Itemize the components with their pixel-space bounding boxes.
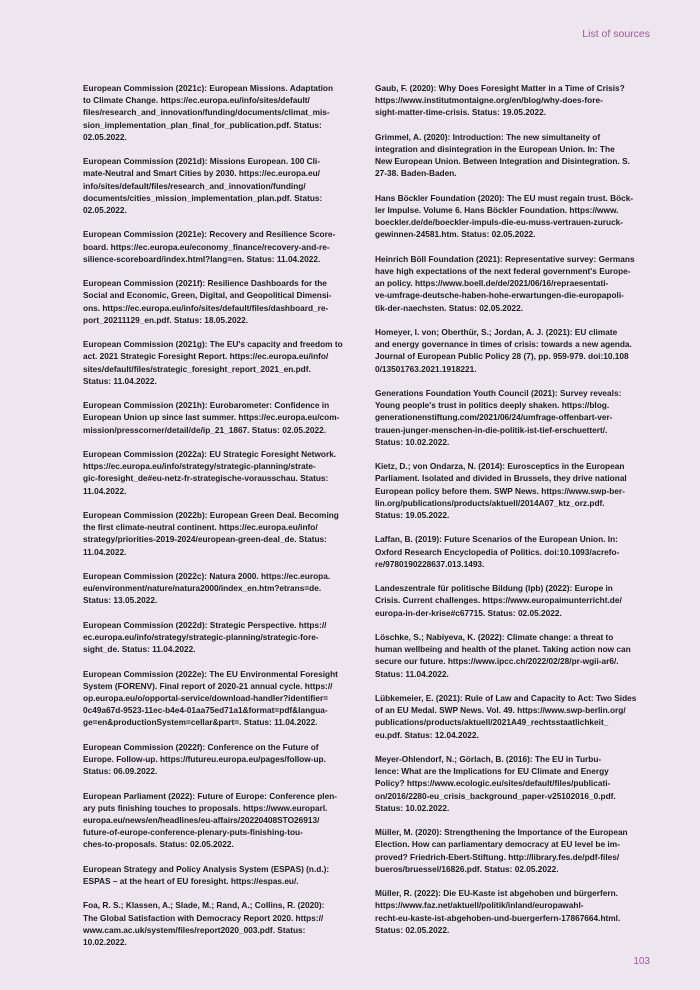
reference-entry: European Commission (2021d): Missions European. 100 Cli- mate-Neutral and Smart Cities by 2030. https://ec.europa.eu/ info/sites/default/files/research_and_innovation/funding/ documents/cities_mission_implementation_plan.pdf. Status: 02.05.2022. [83, 156, 323, 216]
reference-entry: European Commission (2022c): Natura 2000. https://ec.europa. eu/environment/nature/natura2000/index_en.htm?etrans=de. Status: 13.05.2022. [83, 571, 331, 606]
reference-entry: European Commission (2022e): The EU Environmental Foresight System (FORENV). Final report of 2020-21 annual cycle. https:// op.europa.eu/o/opportal-service/download-handler?identifier= 0c49a67d-9523-11ec-b4e4-01aa75ed71a1&format=pdf&langua- ge=en&productionSystem=cellar&part=. Status: 11.04.2022. [83, 668, 338, 728]
section-title: List of sources [582, 28, 650, 40]
reference-entry: Müller, R. (2022): Die EU-Kaste ist abgehoben und bürgerfern. https://www.faz.net/aktuell/politik/inland/europawahl- recht-eu-kaste-ist-abgehoben-und-buergerfern-17867664.html. Status: 02.05.2022. [375, 888, 621, 935]
left-column [83, 82, 359, 960]
reference-entry: Kietz, D.; von Ondarza, N. (2014): Eurosceptics in the European Parliament. Isolated and divided in Brussels, they drive national European policy before them. SWP News. https://www.swp-ber- lin.org/publications/products/aktuell/2014A07_ktz_orz.pdf. Status: 19.05.2022. [375, 461, 627, 521]
reference-entry: European Commission (2021h): Eurobarometer: Confidence in European Union up since last summer. https://ec.europa.eu/com- mission/presscorner/detail/de/ip_21_1867. Status: 02.05.2022. [83, 400, 340, 435]
reference-entry: Hans Böckler Foundation (2020): The EU must regain trust. Böck- ler Impulse. Volume 6. Hans Böckler Foundation. https://www. boeckler.de/de/boeckler-impuls-die-eu-muss-vertrauen-zuruck- gewinnen-24581.htm. Status: 02.05.2022. [375, 192, 634, 240]
reference-entry: Müller, M. (2020): Strengthening the Importance of the European Election. How can parliamentary democracy at EU level be im- proved? Friedrich-Ebert-Stiftung. http://library.fes.de/pdf-files/ bueros/bruessel/16826.pdf. Status: 02.05.2022. [375, 827, 628, 874]
reference-entry: Heinrich Böll Foundation (2021): Representative survey: Germans have high expectations of the next federal government's Europe- an policy. https://www.boell.de/de/2021/06/16/repraesentati- ve-umfrage-deutsche-haben-hohe-erwartungen-die-europapoli- tik-der-naechsten. Status: 02.05.2022. [375, 253, 635, 313]
reference-entry: Laffan, B. (2019): Future Scenarios of the European Union. In: Oxford Research Encyclopedia of Politics. doi:10.1093/acrefo- re/9780190228637.013.1493. [375, 534, 620, 569]
reference-entry: European Commission (2021g): The EU's capacity and freedom to act. 2021 Strategic Foresight Report. https://ec.europa.eu/info/ sites/default/files/strategic_foresight_report_2021_en.pdf. Status: 11.04.2022. [83, 339, 343, 386]
reference-entry: Löschke, S.; Nabiyeva, K. (2022): Climate change: a threat to human wellbeing and health of the planet. Taking action now can secure our future. https://www.ipcc.ch/2022/02/28/pr-wgii-ar6/. Status: 11.04.2022. [375, 632, 631, 679]
reference-entry: Lübkemeier, E. (2021): Rule of Law and Capacity to Act: Two Sides of an EU Medal. SWP News. Vol. 49. https://www.swp-berlin.org/ publications/products/aktuell/2021A49_rechtsstaatlichkeit_ eu.pdf. Status: 12.04.2022. [375, 693, 637, 740]
reference-entry: European Strategy and Policy Analysis System (ESPAS) (n.d.): ESPAS – at the heart of EU foresight. https://espas.eu/. [83, 863, 330, 886]
reference-entry: European Commission (2022d): Strategic Perspective. https:// ec.europa.eu/info/strategy/strategic-planning/strategic-fore- sight_de. Status: 11.04.2022. [83, 619, 327, 655]
reference-entry: European Commission (2022f): Conference on the Future of Europe. Follow-up. https://futureu.europa.eu/pages/follow-up. Status: 06.09.2022. [83, 741, 326, 777]
reference-entry: European Commission (2021c): European Missions. Adaptation to Climate Change. https://ec.europa.eu/info/sites/default/ files/research_and_innovation/funding/documents/climat_mis- sion_implementation_plan_final_for_publication.pdf. Status: 02.05.2022. [83, 83, 334, 142]
reference-entry: European Commission (2021e): Recovery and Resilience Score- board. https://ec.europa.eu/economy_finance/recovery-and-re- silience-scoreboard/index.html?lang=en. Status: 11.04.2022. [83, 229, 336, 264]
reference-entry: Gaub, F. (2020): Why Does Foresight Matter in a Time of Crisis? https://www.institutmontaigne.org/en/blog/why-does-fore- sight-matter-time-crisis. Status: 19.05.2022. [375, 83, 625, 118]
reference-entry: Homeyer, I. von; Oberthür, S.; Jordan, A. J. (2021): EU climate and energy governance in times of crisis: towards a new agenda. Journal of European Public Policy 28 (7), pp. 959-979. doi:10.108 0/13501763.2021.1918221. [375, 327, 632, 374]
reference-entry: European Commission (2021f): Resilience Dashboards for the Social and Economic, Green, Digital, and Geopolitical Dimensi- ons. https://ec.europa.eu/info/sites/default/files/dashboard_re- port_20211129_en.pdf. Status: 18.05.2022. [83, 278, 332, 325]
reference-entry: Meyer-Ohlendorf, N.; Görlach, B. (2016): The EU in Turbu- lence: What are the Implications for EU Climate and Energy Policy? https://www.ecologic.eu/sites/default/files/publicati- on/2016/2280-eu_crisis_background_paper-v25102016_0.pdf. Status: 10.02.2022. [375, 754, 616, 813]
right-column [375, 82, 653, 960]
reference-entry: Foa, R. S.; Klassen, A.; Slade, M.; Rand, A.; Collins, R. (2020): The Global Satisfaction with Democracy Report 2020. https:// www.cam.ac.uk/system/files/report2020_003.pdf. Status: 10.02.2022. [83, 900, 325, 947]
reference-entry: Grimmel, A. (2020): Introduction: The new simultaneity of integration and disintegration in the European Union. In: The New European Union. Between Integration and Disintegration. S. 27-38. Baden-Baden. [375, 131, 630, 179]
page-number: 103 [633, 956, 650, 967]
reference-entry: Landeszentrale für politische Bildung (lpb) (2022): Europe in Crisis. Current challenges. https://www.europaimunterricht.de/ europa-in-der-krise#c67715. Status: 02.05.2022. [375, 583, 622, 618]
reference-entry: European Commission (2022a): EU Strategic Foresight Network. https://ec.europa.eu/info/strategy/strategic-planning/strate- gic-foresight_de#eu-netz-fr-strategische-vorausschau. Status: 11.04.2022. [83, 449, 337, 496]
sources-list [83, 82, 653, 960]
reference-entry: Generations Foundation Youth Council (2021): Survey reveals: Young people's trust in politics deeply shaken. https://blog. generationenstiftung.com/2021/06/24/umfrage-offenbart-ver- trauen-junger-menschen-in-die-politik-ist-tief-erschuettert/. Status: 10.02.2022. [375, 388, 622, 447]
reference-entry: European Parliament (2022): Future of Europe: Conference plen- ary puts finishing touches to proposals. https://www.europarl. europa.eu/news/en/headlines/eu-affairs/20220408STO26913/ future-of-europe-conference-plenary-puts-finishing-tou- ches-to-proposals. Status: 02.05.2022. [83, 790, 338, 850]
reference-entry: European Commission (2022b): European Green Deal. Becoming the first climate-neutral continent. https://ec.europa.eu/info/ strategy/priorities-2019-2024/european-green-deal_de. Status: 11.04.2022. [83, 510, 339, 557]
